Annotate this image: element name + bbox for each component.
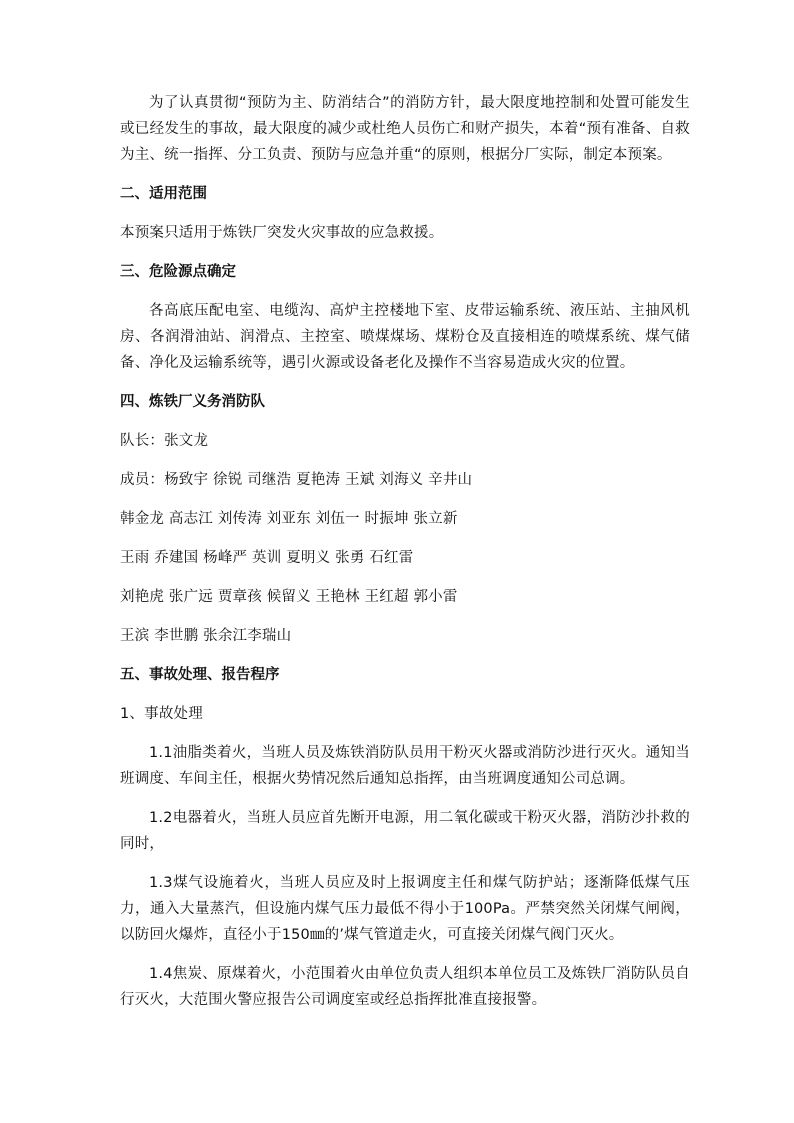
team-members-line: 刘艳虎 张广远 贾章孩 候留义 王艳林 王红超 郭小雷 [120,589,458,605]
procedure-item: 1.2电器着火，当班人员应首先断开电源，用二氧化碳或干粉灭火器，消防沙扑救的同时， [120,810,690,852]
section-4-heading: 四、炼铁厂义务消防队 [120,394,265,410]
document-body [120,90,690,1013]
procedure-item: 1.1油脂类着火，当班人员及炼铁消防队员用干粉灭火器或消防沙进行灭火。通知当班调度、车间主任，根据火势情况然后通知总指挥，由当班调度通知公司总调。 [120,745,690,787]
section-5-subheading: 1、事故处理 [120,706,203,722]
team-leader: 队长：张文龙 [120,433,209,449]
section-3-body: 各高底压配电室、电缆沟、高炉主控楼地下室、皮带运输系统、液压站、主抽风机房、各润滑油站、润滑点、主控室、喷煤煤场、煤粉仓及直接相连的喷煤系统、煤气储备、净化及运输系统等，遇引火源或设备老化及操作不当容易造成火灾的位置。 [120,303,690,371]
procedure-item: 1.4焦炭、原煤着火，小范围着火由单位负责人组织本单位员工及炼铁厂消防队员自行灭火，大范围火警应报告公司调度室或经总指挥批准直接报警。 [120,966,690,1008]
intro-paragraph: 为了认真贯彻“预防为主、防消结合”的消防方针，最大限度地控制和处置可能发生或已经发生的事故，最大限度的减少或杜绝人员伤亡和财产损失，本着“预有准备、自救为主、统一指挥、分工负责、预防与应急并重“的原则，根据分厂实际，制定本预案。 [120,95,690,163]
procedure-item: 1.3煤气设施着火，当班人员应及时上报调度主任和煤气防护站；逐渐降低煤气压力，通入大量蒸汽，但设施内煤气压力最低不得小于100Pa。严禁突然关闭煤气闸阀，以防回火爆炸，直径小于150㎜的’煤气管道走火，可直接关闭煤气阀门灭火。 [120,875,690,943]
team-members-line: 韩金龙 高志江 刘传涛 刘亚东 刘伍一 时振坤 张立新 [120,511,458,527]
team-members-line: 王雨 乔建国 杨峰严 英训 夏明义 张勇 石红雷 [120,550,414,566]
section-2-body: 本预案只适用于炼铁厂突发火灾事故的应急救援。 [120,225,444,241]
section-3-heading: 三、危险源点确定 [120,264,236,280]
team-members-line: 王滨 李世鹏 张余江李瑞山 [120,628,292,644]
section-2-heading: 二、适用范围 [120,186,207,202]
section-5-heading: 五、事故处理、报告程序 [120,667,280,683]
team-members-line: 成员：杨致宇 徐锐 司继浩 夏艳涛 王斌 刘海义 辛井山 [120,472,473,488]
